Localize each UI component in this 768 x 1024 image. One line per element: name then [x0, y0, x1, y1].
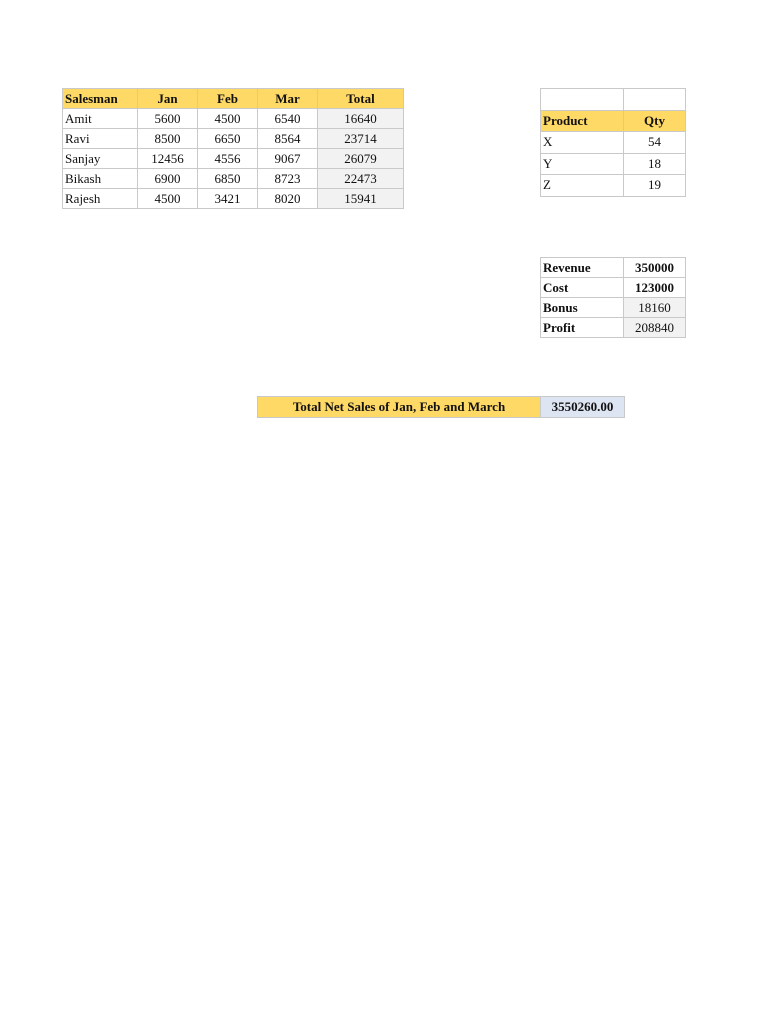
empty-cell[interactable]	[624, 89, 686, 111]
feb-cell[interactable]: 3421	[198, 189, 258, 209]
bonus-label[interactable]: Bonus	[541, 298, 624, 318]
product-header-qty[interactable]: Qty	[624, 110, 686, 132]
table-row	[541, 153, 686, 175]
table-row	[541, 175, 686, 197]
product-header-product[interactable]: Product	[541, 110, 624, 132]
qty-cell[interactable]: 18	[624, 153, 686, 175]
jan-cell[interactable]: 5600	[138, 109, 198, 129]
salesman-cell[interactable]: Bikash	[63, 169, 138, 189]
table-row	[541, 298, 686, 318]
empty-cell[interactable]	[541, 89, 624, 111]
sales-header-jan[interactable]: Jan	[138, 89, 198, 109]
sales-header-row	[63, 89, 404, 109]
sales-header-total[interactable]: Total	[318, 89, 404, 109]
table-row	[63, 109, 404, 129]
jan-cell[interactable]: 12456	[138, 149, 198, 169]
jan-cell[interactable]: 8500	[138, 129, 198, 149]
qty-cell[interactable]: 54	[624, 132, 686, 154]
sales-table	[62, 88, 404, 209]
salesman-cell[interactable]: Amit	[63, 109, 138, 129]
net-sales-value[interactable]: 3550260.00	[541, 397, 625, 418]
mar-cell[interactable]: 8723	[258, 169, 318, 189]
product-cell[interactable]: Y	[541, 153, 624, 175]
table-row	[541, 258, 686, 278]
table-row	[541, 278, 686, 298]
total-cell[interactable]: 16640	[318, 109, 404, 129]
jan-cell[interactable]: 6900	[138, 169, 198, 189]
mar-cell[interactable]: 6540	[258, 109, 318, 129]
total-cell[interactable]: 26079	[318, 149, 404, 169]
net-sales-row	[258, 397, 625, 418]
total-cell[interactable]: 22473	[318, 169, 404, 189]
sales-header-mar[interactable]: Mar	[258, 89, 318, 109]
table-row	[541, 132, 686, 154]
feb-cell[interactable]: 4556	[198, 149, 258, 169]
mar-cell[interactable]: 9067	[258, 149, 318, 169]
finance-table	[540, 257, 686, 338]
mar-cell[interactable]: 8564	[258, 129, 318, 149]
total-cell[interactable]: 23714	[318, 129, 404, 149]
cost-label[interactable]: Cost	[541, 278, 624, 298]
profit-value[interactable]: 208840	[624, 318, 686, 338]
table-row	[541, 318, 686, 338]
table-row	[63, 169, 404, 189]
cost-value[interactable]: 123000	[624, 278, 686, 298]
feb-cell[interactable]: 6650	[198, 129, 258, 149]
salesman-cell[interactable]: Ravi	[63, 129, 138, 149]
empty-row	[541, 89, 686, 111]
net-sales-label[interactable]: Total Net Sales of Jan, Feb and March	[258, 397, 541, 418]
bonus-value[interactable]: 18160	[624, 298, 686, 318]
salesman-cell[interactable]: Sanjay	[63, 149, 138, 169]
salesman-cell[interactable]: Rajesh	[63, 189, 138, 209]
table-row	[63, 129, 404, 149]
product-cell[interactable]: Z	[541, 175, 624, 197]
product-table	[540, 88, 686, 197]
sales-header-feb[interactable]: Feb	[198, 89, 258, 109]
net-sales-table	[257, 396, 625, 418]
feb-cell[interactable]: 6850	[198, 169, 258, 189]
revenue-value[interactable]: 350000	[624, 258, 686, 278]
jan-cell[interactable]: 4500	[138, 189, 198, 209]
revenue-label[interactable]: Revenue	[541, 258, 624, 278]
table-row	[63, 189, 404, 209]
table-row	[63, 149, 404, 169]
feb-cell[interactable]: 4500	[198, 109, 258, 129]
product-cell[interactable]: X	[541, 132, 624, 154]
sales-header-salesman[interactable]: Salesman	[63, 89, 138, 109]
product-header-row	[541, 110, 686, 132]
mar-cell[interactable]: 8020	[258, 189, 318, 209]
qty-cell[interactable]: 19	[624, 175, 686, 197]
profit-label[interactable]: Profit	[541, 318, 624, 338]
total-cell[interactable]: 15941	[318, 189, 404, 209]
